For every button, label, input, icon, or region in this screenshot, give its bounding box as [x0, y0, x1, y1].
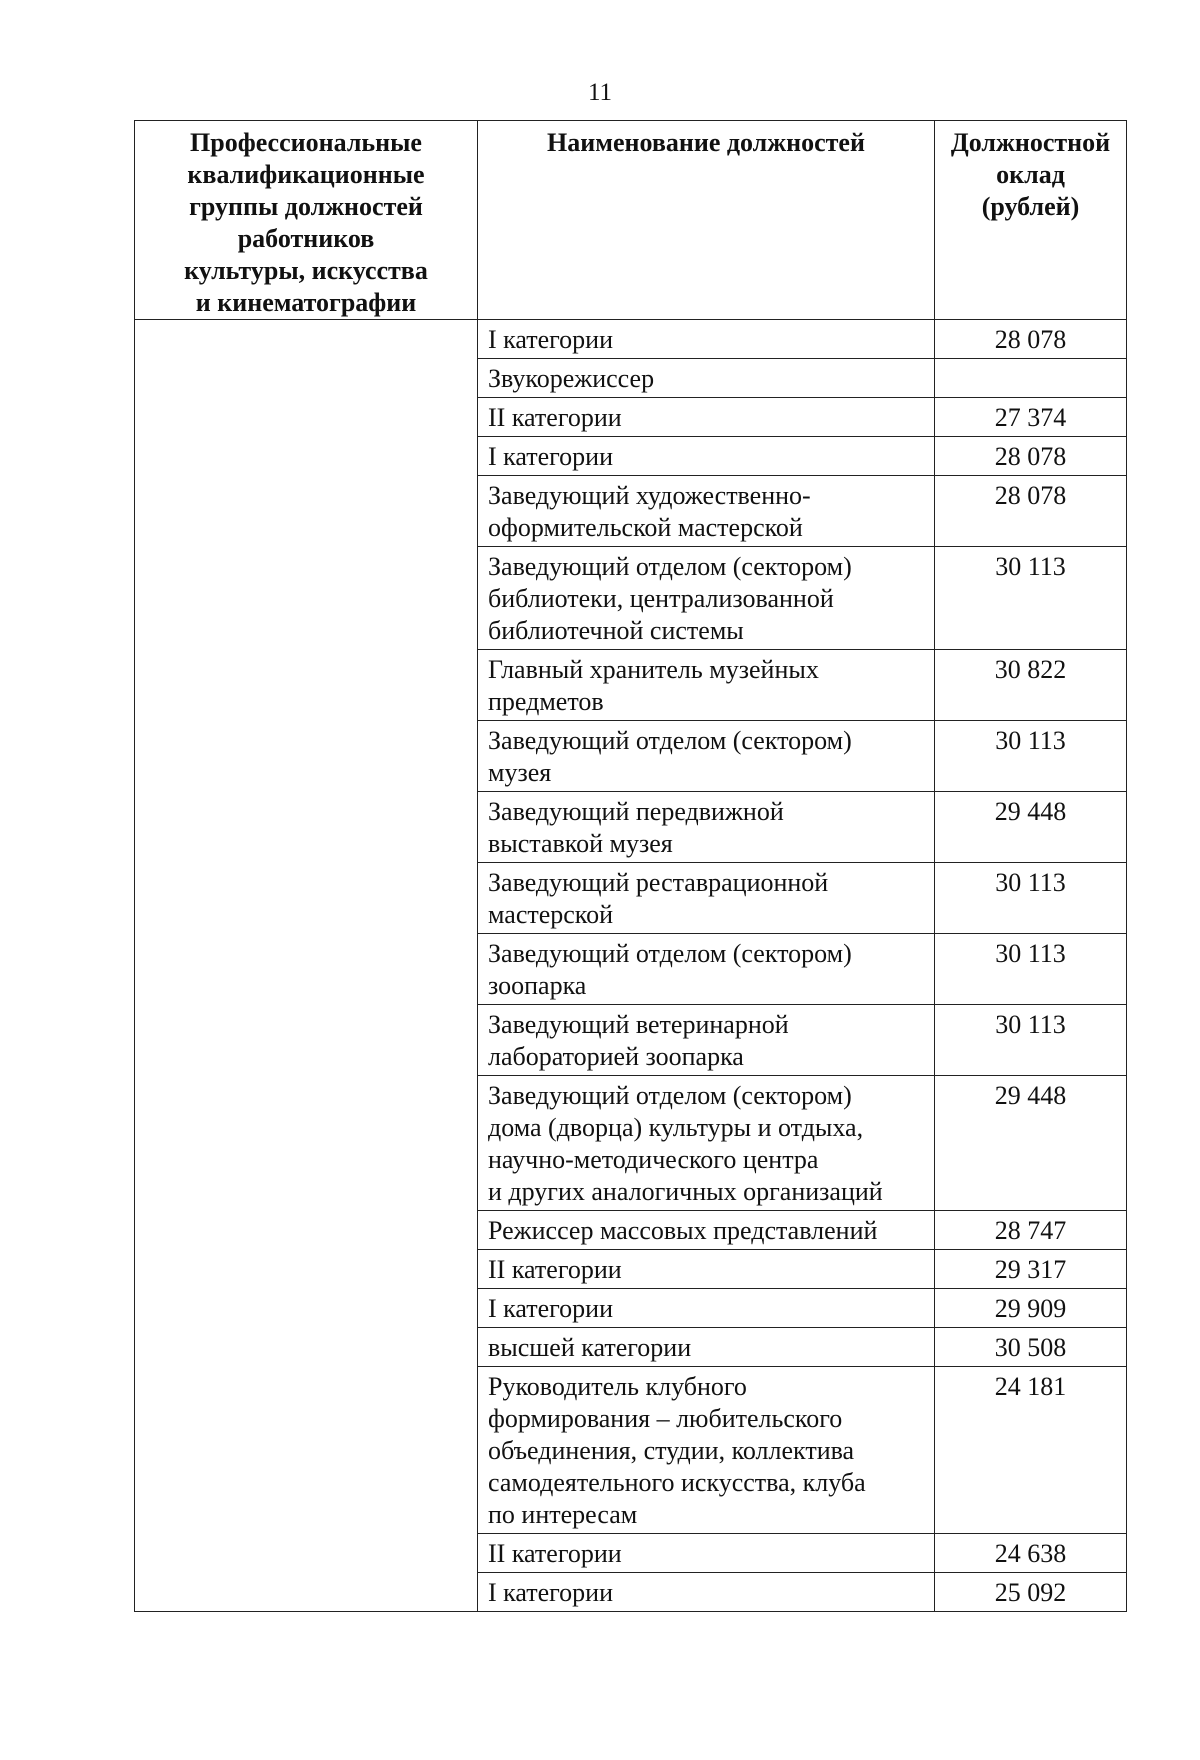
position-name-cell [478, 437, 935, 476]
position-name-line: самодеятельного искусства, клуба [488, 1468, 866, 1497]
table-row [135, 320, 1127, 359]
position-name-cell [478, 1328, 935, 1367]
salary-cell: 24 181 [935, 1367, 1127, 1534]
position-name-cell [478, 792, 935, 863]
salary-cell: 28 747 [935, 1211, 1127, 1250]
header-position-name: Наименование должностей [478, 121, 935, 320]
salary-table [134, 120, 1127, 1612]
position-name-cell [478, 934, 935, 1005]
header-qualification-groups: Профессиональные квалификационные группы должностей работников культуры, искусства и кинематографии [135, 121, 478, 320]
position-name-line: дома (дворца) культуры и отдыха, [488, 1113, 864, 1142]
position-name-line: формирования – любительского [488, 1404, 843, 1433]
header-salary: Должностной оклад (рублей) [935, 121, 1127, 320]
position-name-line: музея [488, 758, 552, 787]
qualification-group-cell [135, 320, 478, 1612]
salary-cell: 28 078 [935, 437, 1127, 476]
position-name-line: Руководитель клубного [488, 1372, 747, 1401]
position-name-line: лабораторией зоопарка [488, 1042, 744, 1071]
salary-cell: 28 078 [935, 476, 1127, 547]
salary-cell: 30 113 [935, 934, 1127, 1005]
position-name-line: Заведующий передвижной [488, 797, 784, 826]
position-name-cell [478, 476, 935, 547]
position-name-cell [478, 1005, 935, 1076]
salary-cell [935, 359, 1127, 398]
table-body [135, 320, 1127, 1612]
salary-cell: 29 448 [935, 1076, 1127, 1211]
position-name-line: выставкой музея [488, 829, 673, 858]
position-name-cell [478, 863, 935, 934]
position-name-line: Заведующий отделом (сектором) [488, 552, 852, 581]
position-name-cell [478, 721, 935, 792]
salary-cell: 30 113 [935, 547, 1127, 650]
position-name-cell [478, 320, 935, 359]
position-name-line: объединения, студии, коллектива [488, 1436, 855, 1465]
salary-cell: 30 113 [935, 1005, 1127, 1076]
position-name-line: Заведующий ветеринарной [488, 1010, 789, 1039]
position-name-cell [478, 398, 935, 437]
position-name-cell [478, 1250, 935, 1289]
position-name-line: Режиссер массовых представлений [488, 1216, 878, 1245]
position-name-line: Заведующий художественно- [488, 481, 811, 510]
salary-cell: 27 374 [935, 398, 1127, 437]
position-name-cell [478, 1076, 935, 1211]
position-name-line: Заведующий отделом (сектором) [488, 726, 852, 755]
position-name-cell [478, 1289, 935, 1328]
position-name-line: I категории [488, 1578, 614, 1607]
salary-cell: 24 638 [935, 1534, 1127, 1573]
salary-cell: 29 448 [935, 792, 1127, 863]
position-name-line: I категории [488, 1294, 614, 1323]
position-name-cell [478, 547, 935, 650]
position-name-line: Заведующий реставрационной [488, 868, 829, 897]
page-number: 11 [587, 79, 613, 106]
position-name-line: II категории [488, 403, 622, 432]
position-name-line: научно-методического центра [488, 1145, 819, 1174]
position-name-line: II категории [488, 1539, 622, 1568]
position-name-line: Заведующий отделом (сектором) [488, 1081, 852, 1110]
position-name-cell [478, 1534, 935, 1573]
position-name-line: зоопарка [488, 971, 587, 1000]
salary-cell: 30 113 [935, 721, 1127, 792]
position-name-line: библиотеки, централизованной [488, 584, 834, 613]
position-name-line: оформительской мастерской [488, 513, 803, 542]
position-name-cell [478, 359, 935, 398]
position-name-cell [478, 1211, 935, 1250]
position-name-line: по интересам [488, 1500, 638, 1529]
position-name-line: I категории [488, 325, 614, 354]
position-name-line: предметов [488, 687, 604, 716]
position-name-line: I категории [488, 442, 614, 471]
position-name-line: II категории [488, 1255, 622, 1284]
salary-cell: 25 092 [935, 1573, 1127, 1612]
position-name-line: и других аналогичных организаций [488, 1177, 883, 1206]
table-header-row [135, 121, 1127, 320]
salary-cell: 28 078 [935, 320, 1127, 359]
salary-cell: 30 113 [935, 863, 1127, 934]
position-name-cell [478, 1367, 935, 1534]
position-name-line: библиотечной системы [488, 616, 744, 645]
position-name-line: Главный хранитель музейных [488, 655, 819, 684]
salary-cell: 30 508 [935, 1328, 1127, 1367]
position-name-line: Звукорежиссер [488, 364, 655, 393]
position-name-cell [478, 650, 935, 721]
position-name-line: высшей категории [488, 1333, 692, 1362]
salary-cell: 29 317 [935, 1250, 1127, 1289]
position-name-line: мастерской [488, 900, 614, 929]
salary-cell: 29 909 [935, 1289, 1127, 1328]
position-name-line: Заведующий отделом (сектором) [488, 939, 852, 968]
salary-cell: 30 822 [935, 650, 1127, 721]
position-name-cell [478, 1573, 935, 1612]
